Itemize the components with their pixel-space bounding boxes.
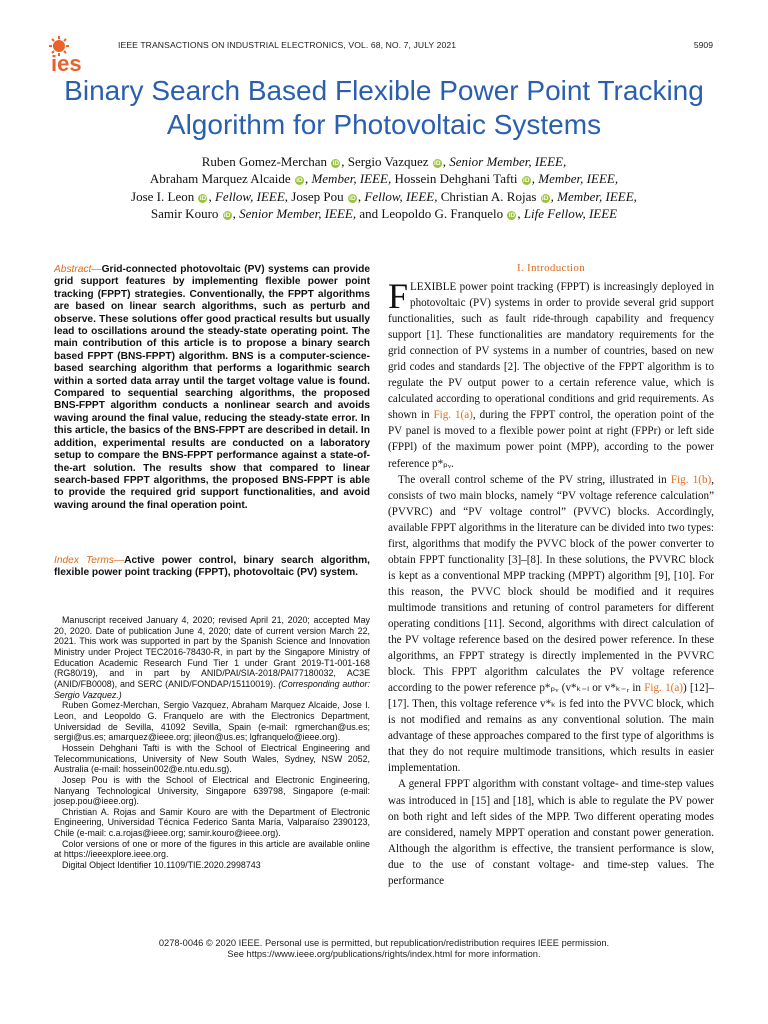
author-name: Jose I. Leon [131,188,195,204]
orcid-icon[interactable]: iD [508,211,516,219]
paragraph [388,276,714,472]
author-name: Hossein Dehghani Tafti [394,171,518,187]
author-membership: Member, IEEE, [557,188,637,204]
abstract [54,264,370,512]
copyright-line: 0278-0046 © 2020 IEEE. Personal use is permitted, but republication/redistribution requires IEEE permission. [158,938,610,948]
corresponding-author: (Corresponding author: Sergio Vazquez.) [54,678,370,700]
author-name: Leopoldo G. Franquelo [381,205,504,221]
page-number: 5909 [693,40,713,50]
figure-link[interactable]: Fig. 1(a) [644,682,683,695]
footnote-affiliation: Christian A. Rojas and Samir Kouro are with the Department of Electronic Engineering, Universidad Técnica Federico Santa María, Valparaíso 2390123, Chile (e-mail: c.a.rojas@ieee.org; samir.kouro@ieee.org). [54,806,370,839]
orcid-icon[interactable]: iD [349,194,356,202]
author-membership: Member, IEEE, [311,171,392,187]
orcid-icon[interactable]: iD [199,194,207,202]
index-terms-label: Index Terms— [54,555,125,566]
index-terms-text: Active power control, binary search algorithm, flexible power point tracking (FPPT), photovoltaic (PV) system. [54,555,370,579]
author-name: Josep Pou [291,188,344,204]
abstract-label: Abstract— [54,264,102,275]
footnotes [54,615,370,871]
author-conjunction: and [359,205,379,221]
author-membership: Fellow, IEEE, [364,188,438,204]
author-row-2: Abraham Marquez Alcaide iD , Member, IEEE, Hossein Dehghani Tafti iD , Member, IEEE, [149,171,619,187]
orcid-icon[interactable]: iD [332,160,340,167]
drop-cap: F [388,276,409,316]
author-row-4: Samir Kouro iD , Senior Member, IEEE, and Leopoldo G. Franquelo iD , Life Fellow, IEEE [150,205,618,221]
rights-link[interactable]: See https://www.ieee.org/publications/rights/index.html for more information. [227,949,541,960]
figure-link[interactable]: Fig. 1(b) [670,473,712,486]
paragraph-text: , during the FPPT control, the operation point of the PV panel is moved to a flexible power point at right (FPPr) or left side (FPPl) of the maximum power point (MPP), according to the power reference p*ₚᵥ. [388,409,714,470]
author-name: Ruben Gomez-Merchan [201,154,328,169]
footnote-doi: Digital Object Identifier 10.1109/TIE.2020.2998743 [62,860,261,871]
paragraph-text: The overall control scheme of the PV string, illustrated in [398,473,671,486]
author-name: Christian A. Rojas [440,188,537,204]
orcid-icon[interactable]: iD [523,177,530,185]
author-membership: Life Fellow, IEEE [523,205,618,221]
orcid-icon[interactable]: iD [434,160,441,167]
author-name: Abraham Marquez Alcaide [149,171,291,187]
figure-link[interactable]: Fig. 1(a) [433,409,473,422]
orcid-icon[interactable]: iD [223,211,231,219]
paragraph-text: , consists of two main blocks, namely “PV voltage reference calculation” (PVVRC) and “PV voltage control” (PVVC) blocks. Accordingly, available FPPT algorithms in the literature can be divided into two types: first, algorithms that modify the PVVC block of the power converter to obtain FPPT functionality [3]–[8]. In these solutions, the PVVRC block is kept as a conventional MPP tracking (MPPT) algorithm [9], [10]. For this reason, the PVVC block should be modified and it requires multimode transitions and retuning of control parameters for different operating conditions [11]. Second, algorithms with direct calculation of the PV voltage reference based on the desired power reference. In these algorithms, an FPPT strategy is directly implemented in the PVVRC block. This FPPT algorithm calculates the PV voltage reference according to the power reference p*ₚᵥ (v*ₖ₋ₗ or v*ₖ₋ᵣ in [388,473,714,695]
footnote-affiliation: Hossein Dehghani Tafti is with the School of Electrical Engineering and Telecommunications, University of New South Wales, Sydney, NSW 2052, Australia (e-mail: hossein002@e.ntu.edu.sg). [54,742,370,775]
author-name: Sergio Vazquez [347,154,429,169]
journal-header: IEEE TRANSACTIONS ON INDUSTRIAL ELECTRONICS, VOL. 68, NO. 7, JULY 2021 [118,40,457,50]
copyright-notice [60,938,708,961]
footnote-text: Manuscript received January 4, 2020; revised April 21, 2020; accepted May 20, 2020. Date of publication June 4, 2020; date of current version March 22, 2021. This work was supported in part by the Spanish Science and Innovation Ministry under Project TEC2016-78430-R, in part by the Singapore Ministry of Education Academic Research Fund Tier 1 under Grant 2019-T1-001-168 (RG80/19), and in part by ANID/PAI/SIA-2018/PAI77180032, AC3E (ANID/FB0008), and SERC (ANID/FONDAP/15110019). [54,615,370,689]
author-row-1: Ruben Gomez-Merchan iD , Sergio Vazquez iD , Senior Member, IEEE, [201,154,567,169]
paragraph: A general FPPT algorithm with constant voltage- and time-step values was introduced in [15] and [18], which is able to regulate the PV power on both right and left sides of the MPP. Two different operating modes are considered, namely MPPT operation and constant power generation. Although the algorithm is effective, the transient performance is slow, due to the use of constant voltage- and time-step values. The performance [388,778,714,887]
abstract-text: Grid-connected photovoltaic (PV) systems can provide grid support features by implementing flexible power point tracking (FPPT) strategies. Conventionally, the FPPT algorithms are based on linear search algorithms, such as perturb and observe. These solutions offer good practical results but usually lead to oscillations around the steady-state operating point. The main contribution of this article is to propose a binary search based FPPT (BNS-FPPT) algorithm. BNS is a computer-science-based searching algorithm that performs a logarithmic search within a sorted data array until the target voltage value is found. Compared to sequential searching algorithms, the proposed BNS-FPPT algorithm conducts a nonlinear search and avoids waving around the final value, reducing the steady-state error. In this article, the basics of the BNS-FPPT are described in detail. In addition, experimental results are conducted on a laboratory setup to compare the BNS-FPPT performance against a state-of-the-art solution. The results show that compared to linear search-based FPPT algorithms, the proposed BNS-FPPT is able to provide the required grid support functionalities, and avoid waving around the final operation point. [54,264,370,511]
section-heading: I. Introduction [516,262,586,274]
author-membership: Senior Member, IEEE, [239,205,357,221]
orcid-icon[interactable]: iD [296,177,303,185]
footnote-affiliation: Josep Pou is with the School of Electrical and Electronic Engineering, Nanyang Technological University, Singapore 639798, Singapore (e-mail: josep.pou@ieee.org). [54,774,370,807]
footnote-color-note[interactable]: Color versions of one or more of the figures in this article are available online at https://ieeexplore.ieee.org. [54,838,370,860]
paragraph-text: LEXIBLE power point tracking (FPPT) is increasingly deployed in photovoltaic (PV) systems in order to provide several grid support functionalities, such as fault ride-through capability and frequency support [1]. These functionalities are mandatory requirements for the grid connection of PV systems in a number of countries, based on new grid codes and standards [2]. The objective of the FPPT algorithm is to regulate the PV output power to a certain reference value, which is calculated according to operational conditions and grid requirements. As shown in [388,281,714,422]
ies-logo-icon [46,36,108,74]
paper-title: Binary Search Based Flexible Power Point Tracking Algorithm for Photovoltaic Systems [64,75,704,140]
index-terms [54,555,370,580]
author-membership: Fellow, IEEE, [214,188,289,204]
paragraph [388,472,714,777]
author-membership: Senior Member, IEEE, [449,154,567,169]
orcid-icon[interactable]: iD [541,194,549,202]
author-list [80,153,688,222]
svg-text:ies: ies [51,51,82,74]
author-row-3: Jose I. Leon iD , Fellow, IEEE, Josep Pou iD , Fellow, IEEE, Christian A. Rojas iD , Member, IEEE, [131,188,637,204]
author-membership: Member, IEEE, [538,171,619,187]
paragraph-text: ) [12]–[17]. Then, this voltage reference v*ₖ is fed into the PVVC block, which is not modified and remains as any conventional solution. The main advantage of these approaches compared to the first type of algorithms is that they do not require multimode transitions, which results in easier implementation. [388,682,715,775]
footnote-affiliation: Ruben Gomez-Merchan, Sergio Vazquez, Abraham Marquez Alcaide, Jose I. Leon, and Leopoldo G. Franquelo are with the Electronics Department, Universidad de Sevilla, 41092 Sevilla, Spain (e-mail: rgmerchan@us.es; sergi@us.es; amarquez@ieee.org; jileon@us.es; lgfranquelo@ieee.org). [54,700,370,743]
introduction-text [388,276,715,889]
footnote-manuscript [54,615,370,700]
author-name: Samir Kouro [150,205,219,221]
